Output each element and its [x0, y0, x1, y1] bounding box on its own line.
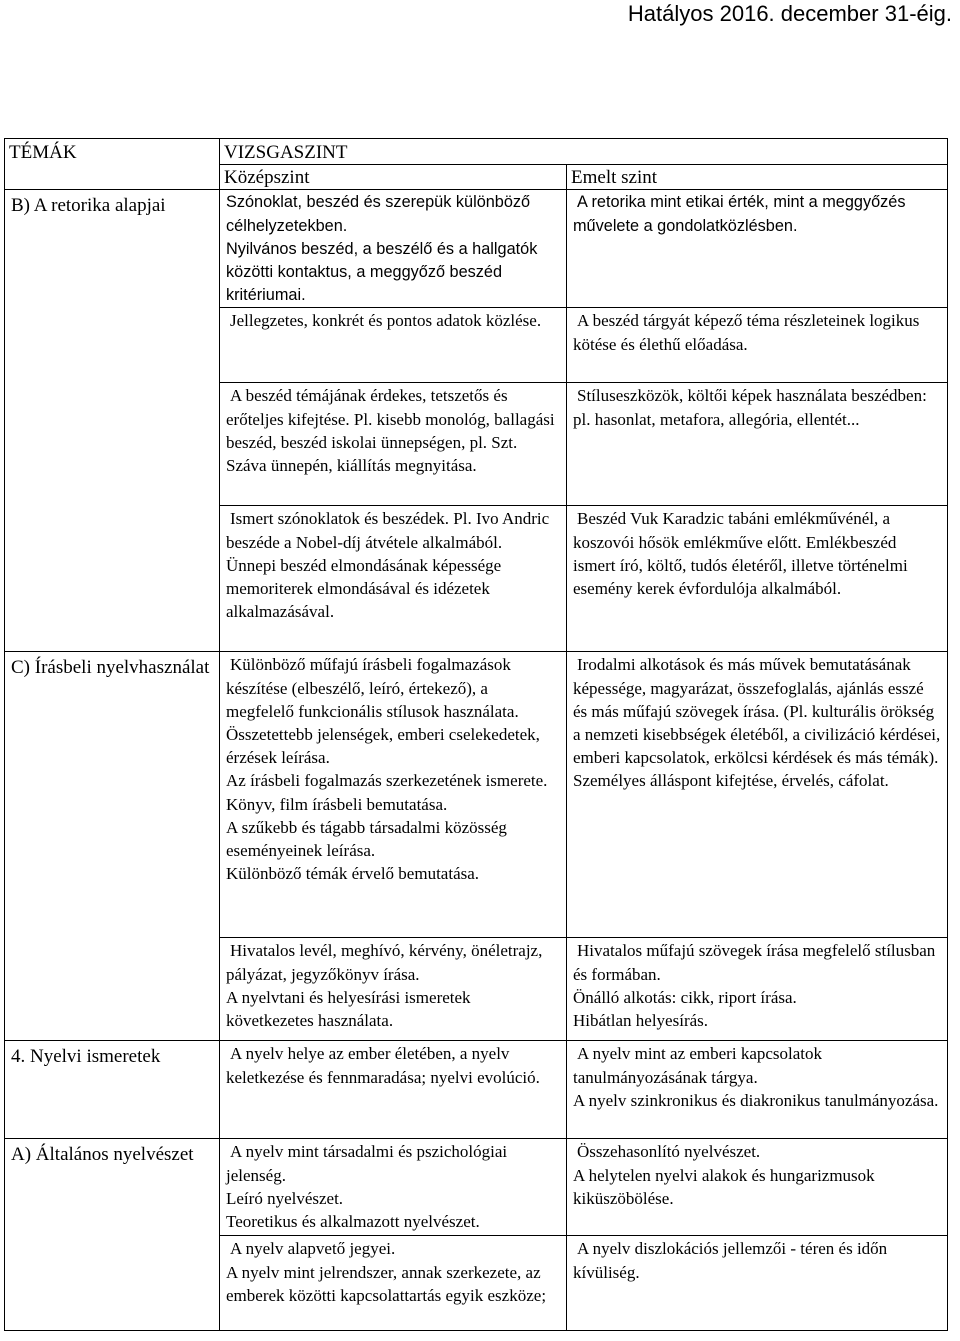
emelt-text: Beszéd Vuk Karadzic tabáni emlékművénél, a koszovói hősök emlékműve előtt. Emlékbeszéd ismert író, költő, tudós életéről, illetve történelmi esemény kerek évfordulója alkalmából.	[573, 509, 908, 599]
topic-label: B) A retorika alapjai	[11, 195, 166, 217]
kozep-text: Különböző műfajú írásbeli fogalmazások készítése (elbeszélő, leíró, értekező), a megfelelő funkcionális stílusok használata. Összetettebb jelenségek, emberi cselekedetek, érzések leírása. Az írásbeli fogalmazás szerkezetének ismerete. Könyv, film írásbeli bemutatása. A szűkebb és tágabb társadalmi közösség eseményeinek leírása. Különböző témák érvelő bemutatása.	[226, 655, 548, 884]
cell-emelt	[567, 190, 948, 308]
header-kozepszint: Középszint	[220, 165, 567, 190]
topic-altalanos-nyelveszet	[5, 1139, 220, 1331]
emelt-text: A nyelv mint az emberi kapcsolatok tanulmányozásának tárgya. A nyelv szinkronikus és diakronikus tanulmányozása.	[573, 1044, 939, 1110]
kozep-text: A nyelv helye az ember életében, a nyelv keletkezése és fennmaradása; nyelvi evolúció.	[226, 1044, 540, 1087]
kozep-text: Jellegzetes, konkrét és pontos adatok közlése.	[230, 311, 542, 331]
cell-emelt	[567, 652, 948, 938]
topic-label: C) Írásbeli nyelvhasználat	[11, 657, 210, 679]
emelt-text: Stíluseszközök, költői képek használata beszédben: pl. hasonlat, metafora, allegória, ellentét...	[573, 386, 927, 429]
cell-kozep	[220, 506, 567, 652]
topic-irasbeli	[5, 652, 220, 1041]
exam-requirements-table	[4, 138, 948, 1331]
cell-kozep	[220, 938, 567, 1041]
header-emelt-szint: Emelt szint	[567, 165, 948, 190]
cell-emelt	[567, 938, 948, 1041]
header-vizsgaszint: VIZSGASZINT	[220, 139, 948, 165]
header-temak: TÉMÁK	[5, 139, 220, 190]
kozep-text: Ismert szónoklatok és beszédek. Pl. Ivo Andric beszéde a Nobel-díj átvétele alkalmából. Ünnepi beszéd elmondásának képessége memoriterek elmondásával és idézetek alkalmazásával.	[226, 509, 550, 622]
cell-emelt	[567, 383, 948, 506]
emelt-text: A retorika mint etikai érték, mint a meggyőzés művelete a gondolatközlésben.	[573, 193, 906, 235]
validity-stamp: Hatályos 2016. december 31-éig.	[627, 1, 952, 26]
emelt-text: Hivatalos műfajú szövegek írása megfelelő stílusban és formában. Önálló alkotás: cikk, riport írása. Hibátlan helyesírás.	[573, 941, 936, 1031]
kozep-text: A nyelv alapvető jegyei. A nyelv mint jelrendszer, annak szerkezete, az emberek közötti kapcsolattartás egyik eszköze;	[226, 1239, 547, 1305]
cell-kozep	[220, 1041, 567, 1139]
kozep-text: A beszéd témájának érdekes, tetszetős és erőteljes kifejtése. Pl. kisebb monológ, ballagási beszéd, beszéd iskolai ünnepségen, pl. Szt. Száva ünnepén, kiállítás megnyitása.	[226, 386, 555, 476]
kozep-text: A nyelv mint társadalmi és pszichológiai jelenség. Leíró nyelvészet. Teoretikus és alkalmazott nyelvészet.	[226, 1142, 508, 1232]
kozep-text: Hivatalos levél, meghívó, kérvény, önéletrajz, pályázat, jegyzőkönyv írása. A nyelvtani és helyesírási ismeretek következetes használata.	[226, 941, 543, 1031]
topic-nyelvi-ismeretek	[5, 1041, 220, 1139]
emelt-text: Irodalmi alkotások és más művek bemutatásának képessége, magyarázat, összefoglalás, ajánlás esszé és más műfajú szövegek írása. (Pl. kulturális örökség a nemzeti kisebbségek életéből, a civilizáció kérdései, emberi kapcsolatok, erkölcsi kérdések és más témák). Személyes álláspont kifejtése, érvelés, cáfolat.	[573, 655, 941, 791]
topic-label: 4. Nyelvi ismeretek	[11, 1046, 161, 1068]
cell-kozep	[220, 383, 567, 506]
cell-kozep	[220, 652, 567, 938]
cell-kozep	[220, 1236, 567, 1331]
cell-kozep	[220, 1139, 567, 1236]
cell-emelt	[567, 1236, 948, 1331]
cell-emelt	[567, 308, 948, 383]
cell-emelt	[567, 1041, 948, 1139]
cell-kozep	[220, 308, 567, 383]
cell-emelt	[567, 506, 948, 652]
topic-retorika	[5, 190, 220, 652]
emelt-text: Összehasonlító nyelvészet. A helytelen nyelvi alakok és hungarizmusok kiküszöbölése.	[573, 1142, 875, 1208]
emelt-text: A beszéd tárgyát képező téma részleteinek logikus kötése és élethű előadása.	[573, 311, 920, 354]
kozep-text: Szónoklat, beszéd és szerepük különböző célhelyzetekben. Nyilvános beszéd, a beszélő és a hallgatók közötti kontaktus, a meggyőző beszéd kritériumai.	[226, 193, 538, 305]
cell-kozep	[220, 190, 567, 308]
topic-label: A) Általános nyelvészet	[11, 1144, 194, 1166]
cell-emelt	[567, 1139, 948, 1236]
emelt-text: A nyelv diszlokációs jellemzői - téren és időn kívüliség.	[573, 1239, 888, 1282]
